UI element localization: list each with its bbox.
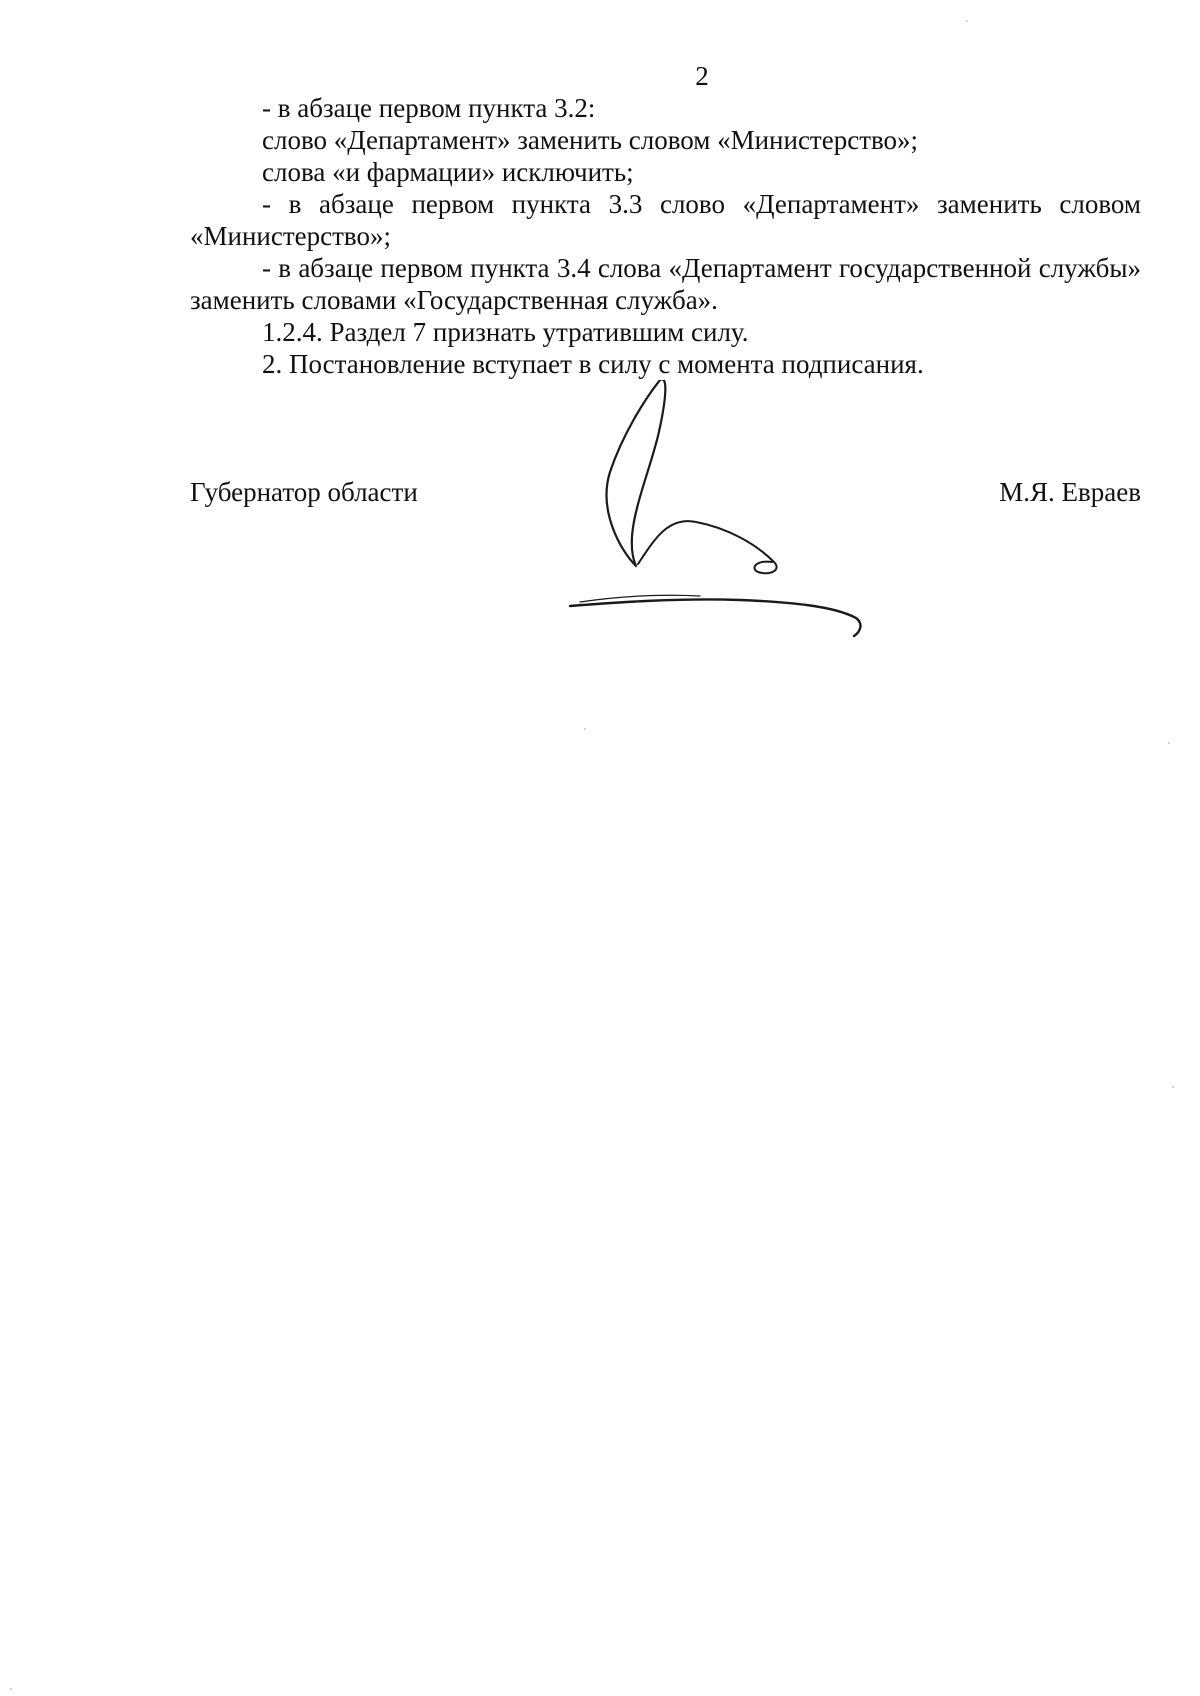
paragraph-7: 2. Постановление вступает в силу с момента подписания. [262,349,924,379]
signature-block [190,472,1141,512]
paragraph-1: - в абзаце первом пункта 3.2: [262,93,596,123]
paragraph-3: слова «и фармации» исключить; [262,157,634,187]
scan-speck [1172,1086,1174,1088]
document-body [190,92,1141,380]
scan-speck [584,728,586,730]
signatory-name: М.Я. Евраев [999,477,1141,507]
paragraph-6: 1.2.4. Раздел 7 признать утратившим силу. [262,317,749,347]
page-number: 2 [695,61,709,91]
scan-speck [10,1688,12,1690]
paragraph-2: слово «Департамент» заменить словом «Министерство»; [262,125,919,155]
scan-speck [1168,742,1170,744]
signatory-position: Губернатор области [190,477,418,507]
paragraph-5: - в абзаце первом пункта 3.4 слова «Департамент государственной службы» заменить словами «Государственная служба». [190,253,1141,315]
paragraph-4: - в абзаце первом пункта 3.3 слово «Департамент» заменить словом «Министерство»; [190,189,1141,251]
scan-speck [966,20,968,22]
